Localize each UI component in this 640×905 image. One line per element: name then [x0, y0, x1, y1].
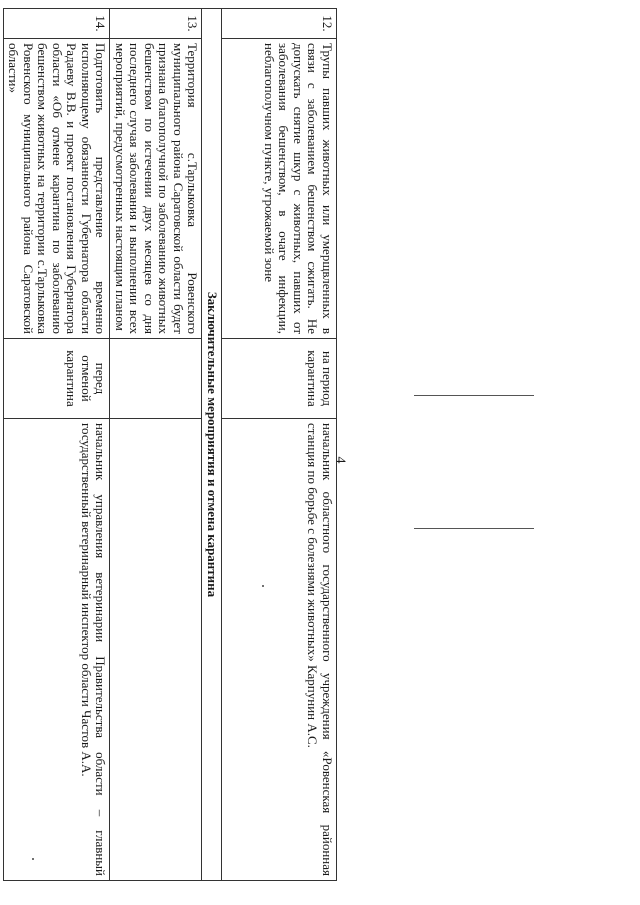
divider-line [414, 528, 534, 529]
row-number: 13. [110, 9, 202, 39]
term-cell: перед отменой карантина [4, 339, 111, 419]
table-row [4, 9, 111, 881]
measure-cell: Трупы павших животных или умерщвленных в связи с заболеванием бешенством сжигать. Не допускать снятие шкур с животных, павших от заболевания бешенством, в очаге инфекции, неблагополучном пункте, угрожаемой зоне [222, 39, 337, 339]
section-row [202, 9, 222, 881]
row-number: 12. [222, 9, 337, 39]
term-cell: на период карантина [222, 339, 337, 419]
row-number: 14. [4, 9, 111, 39]
plan-table [3, 8, 337, 881]
divider-line [414, 395, 534, 396]
table-row [222, 9, 337, 881]
table-row [110, 9, 202, 881]
responsible-cell [110, 419, 202, 881]
term-cell [110, 339, 202, 419]
plan-table-wrapper [6, 8, 337, 880]
plan-table-rotated [6, 8, 337, 880]
page-number: 4 [332, 456, 348, 464]
section-title: Заключительные мероприятия и отмена карантина [202, 9, 222, 881]
responsible-cell: начальник областного государственного учреждения «Ровенская районная станция по борьбе с болезнями животных» Карпунин А.С. [222, 419, 337, 881]
responsible-cell: начальник управления ветеринарии Правительства области – главный государственный ветеринарный инспектор области Частов А.А. [4, 419, 111, 881]
measure-cell: Подготовить представление временно исполняющему обязанности Губернатора области Радаеву В.В. и проект постановления Губернатора области «Об отмене карантина по заболеванию бешенством животных на территории с.Тарлыковка Ровенского муниципального района Саратовской области» [4, 39, 111, 339]
measure-cell: Территория с.Тарлыковка Ровенского муниципального района Саратовской области будет признана благополучной по заболеванию животных бешенством по истечении двух месяцев со дня последнего случая заболевания и выполнении всех мероприятий, предусмотренных настоящим планом [110, 39, 202, 339]
